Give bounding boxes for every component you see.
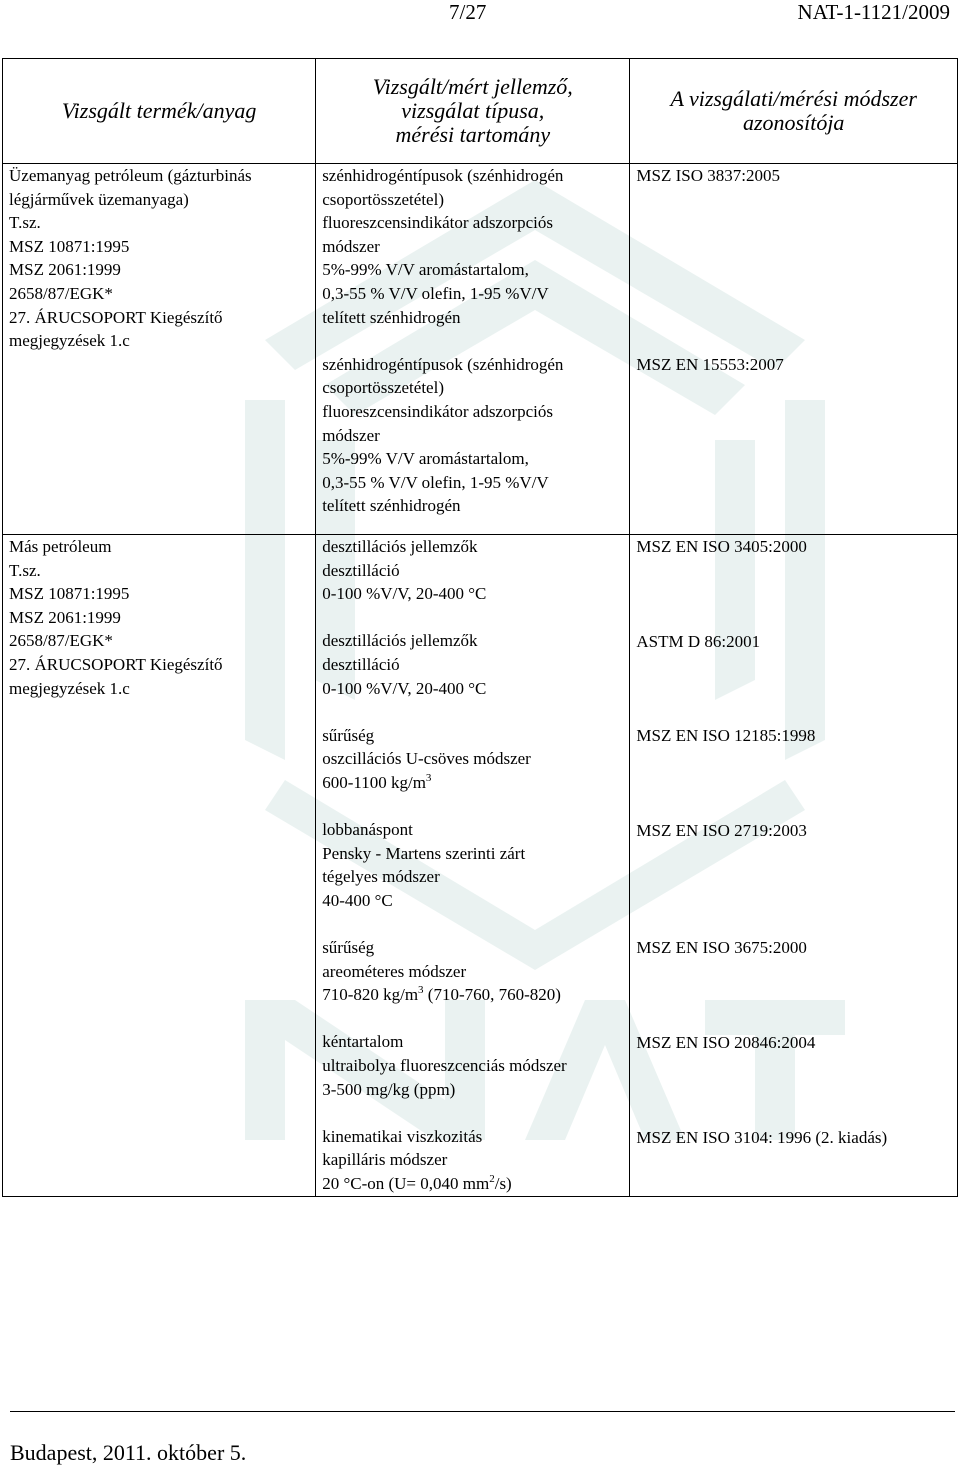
- method-item: MSZ ISO 3837:2005: [636, 166, 780, 185]
- method-item: MSZ EN ISO 3675:2000: [636, 938, 807, 958]
- product-text: Más petróleum T.sz. MSZ 10871:1995 MSZ 2061:1999 2658/87/EGK* 27. ÁRUCSOPORT Kiegészítő megjegyzések 1.c: [9, 537, 223, 698]
- superscript: 3: [418, 984, 424, 997]
- test-item: desztillációs jellemzők desztilláció 0-100 %V/V, 20-400 °C: [322, 537, 487, 604]
- test-item: lobbanáspont Pensky - Martens szerinti zárt tégelyes módszer 40-400 °C: [322, 820, 526, 910]
- test-item: kinematikai viszkozitás kapilláris módszer 20 °C-on (U= 0,040 $mm^2/s$): [322, 1126, 512, 1194]
- product-cell: [3, 164, 316, 535]
- test-item: szénhidrogéntípusok (szénhidrogén csoportösszetétel) fluoreszcensindikátor adszorpciós módszer 5%-99% V/V aromástartalom, 0,3-55 % V/V olefin, 1-95 %V/V telített szénhidrogén: [322, 354, 564, 516]
- table-row: [3, 535, 958, 1197]
- superscript: 2: [489, 1173, 495, 1186]
- page-number: 7/27: [449, 0, 487, 24]
- test-item: kéntartalom ultraibolya fluoreszcenciás módszer 3-500 mg/kg (ppm): [322, 1032, 567, 1099]
- method-item: MSZ EN ISO 2719:2003: [636, 820, 807, 840]
- method-item: ASTM D 86:2001: [636, 631, 761, 651]
- table-row: [3, 164, 958, 535]
- method-item: MSZ EN ISO 20846:2004: [636, 1032, 816, 1052]
- superscript: 3: [425, 771, 432, 784]
- footer-divider: [10, 1411, 955, 1412]
- header-product: Vizsgált termék/anyag: [3, 59, 316, 164]
- test-item: desztillációs jellemzők desztilláció 0-100 %V/V, 20-400 °C: [322, 631, 487, 698]
- accreditation-table: [2, 58, 958, 1197]
- footer-place-date: Budapest, 2011. október 5.: [10, 1440, 247, 1465]
- methods-cell: [630, 535, 958, 1197]
- test-item: sűrűség areométeres módszer 710-820 $kg/m^3$ (710-760, 760-820): [322, 938, 561, 1005]
- document-code: NAT-1-1121/2009: [797, 0, 950, 24]
- header-method-id: A vizsgálati/mérési módszer azonosítója: [630, 59, 958, 164]
- product-cell: [3, 535, 316, 1197]
- product-text: Üzemanyag petróleum (gázturbinás légjárművek üzemanyaga) T.sz. MSZ 10871:1995 MSZ 2061:1999 2658/87/EGK* 27. ÁRUCSOPORT Kiegészítő megjegyzések 1.c: [9, 166, 252, 351]
- test-item: sűrűség oszcillációs U-csöves módszer 600-1100 $kg/m^3$: [322, 725, 531, 792]
- method-item: MSZ EN 15553:2007: [636, 354, 784, 374]
- header-tested-property: Vizsgált/mért jellemző, vizsgálat típusa, mérési tartomány: [316, 59, 630, 164]
- tests-cell: [316, 164, 630, 535]
- method-item: MSZ EN ISO 12185:1998: [636, 726, 816, 746]
- method-item: MSZ EN ISO 3405:2000: [636, 537, 807, 556]
- test-item: szénhidrogéntípusok (szénhidrogén csoportösszetétel) fluoreszcensindikátor adszorpciós módszer 5%-99% V/V aromástartalom, 0,3-55 % V/V olefin, 1-95 %V/V telített szénhidrogén: [322, 166, 564, 327]
- method-item: MSZ EN ISO 3104: 1996 (2. kiadás): [636, 1127, 888, 1147]
- tests-cell: [316, 535, 630, 1197]
- methods-cell: [630, 164, 958, 535]
- table-header-row: [3, 59, 958, 164]
